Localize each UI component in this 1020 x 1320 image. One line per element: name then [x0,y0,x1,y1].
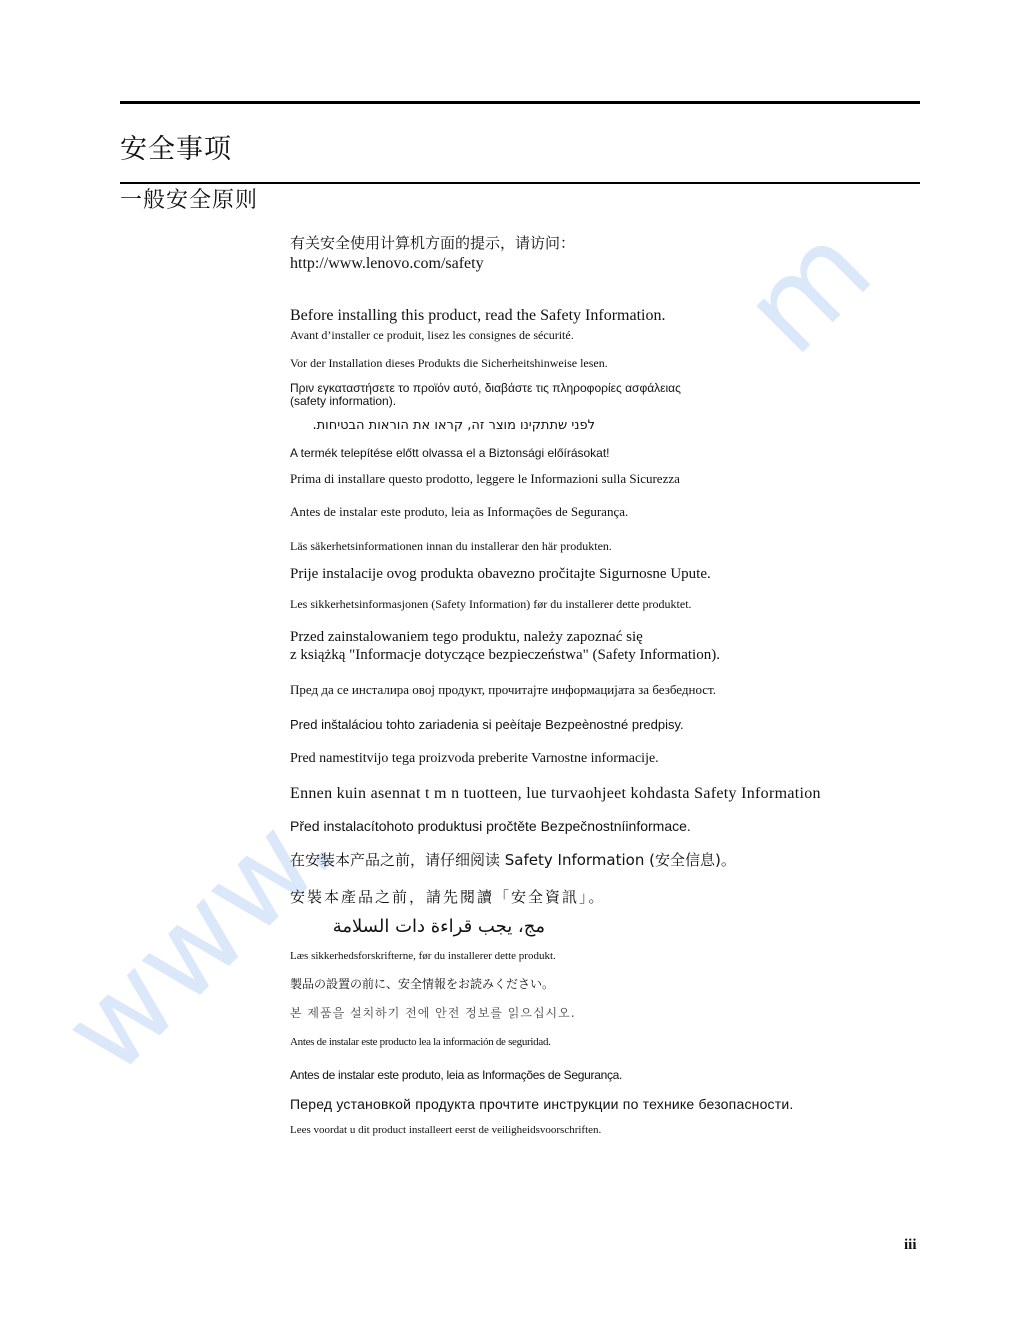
notice-macedonian: Пред да се инсталира овој продукт, прочитајте информацијата за безбедност. [290,682,716,697]
notice-norwegian: Les sikkerhetsinformasjonen (Safety Information) før du installerer dette produktet. [290,597,692,611]
page-title: 安全事项 [120,134,232,165]
notice-slovenian: Pred namestitvijo tega proizvoda preberite Varnostne informacije. [290,751,659,766]
notice-dutch: Lees voordat u dit product installeert eerst de veiligheidsvoorschriften. [290,1124,602,1136]
notice-czech: Před instalacítohoto produktusi pročtěte Bezpečnostníinformace. [290,818,691,834]
notice-arabic: مج، يجب قراءة دات السلامة [332,916,545,937]
notice-danish: Læs sikkerhedsforskrifterne, før du installerer dette produkt. [290,950,556,962]
notice-japanese: 製品の設置の前に、安全情報をお読みください。 [290,977,555,991]
svg-text:www.: www. [37,774,363,1101]
notice-german: Vor der Installation dieses Produkts die Sicherheitshinweise lesen. [290,356,608,370]
notice-chinese-traditional: 安裝本產品之前，請先閱讀「安全資訊」。 [290,888,606,906]
notice-hungarian: A termék telepítése előtt olvassa el a Biztonsági előírásokat! [290,446,610,460]
page-number: iii [904,1237,917,1253]
notice-english: Before installing this product, read the Safety Information. [290,307,666,324]
notice-korean: 본 제품을 설치하기 전에 안전 정보를 읽으십시오. [290,1006,576,1020]
notice-portuguese-br: Antes de instalar este produto, leia as Informações de Segurança. [290,504,629,519]
top-rule [120,101,920,104]
section-title: 一般安全原则 [120,188,259,213]
safety-url-link[interactable]: http://www.lenovo.com/safety [290,255,484,272]
notice-hebrew: לפני שתתקינו מוצר זה, קראו את הוראות הבטיחות. [312,418,595,433]
notice-polish-line2: z książką "Informacje dotyczące bezpieczeństwa" (Safety Information). [290,647,720,663]
notice-finnish: Ennen kuin asennat t m n tuotteen, lue turvaohjeet kohdasta Safety Information [290,785,821,802]
notice-slovak: Pred inštaláciou tohto zariadenia si peèítaje Bezpeènostné predpisy. [290,717,684,732]
intro-text: 有关安全使用计算机方面的提示，请访问： [290,234,576,252]
notice-portuguese: Antes de instalar este produto, leia as Informações de Segurança. [290,1068,623,1082]
notice-polish-line1: Przed zainstalowaniem tego produktu, należy zapoznać się [290,629,643,645]
notice-chinese-simplified: 在安装本产品之前，请仔细阅读 Safety Information (安全信息)。 [290,851,736,869]
notice-swedish: Läs säkerhetsinformationen innan du installerar den här produkten. [290,539,612,553]
notice-greek-line1: Πριν εγκαταστήσετε το προϊόν αυτό, διαβάστε τις πληροφορίες ασφάλειας [290,381,681,395]
notice-russian: Перед установкой продукта прочтите инструкции по технике безопасности. [290,1096,794,1112]
svg-text:m: m [717,199,899,381]
notice-french: Avant d’installer ce produit, lisez les consignes de sécurité. [290,328,574,342]
notice-italian: Prima di installare questo prodotto, leggere le Informazioni sulla Sicurezza [290,471,680,486]
notice-croatian: Prije instalacije ovog produkta obavezno pročitajte Sigurnosne Upute. [290,566,711,582]
notice-spanish: Antes de instalar este producto lea la información de seguridad. [290,1036,551,1048]
notice-greek-line2: (safety information). [290,394,397,408]
